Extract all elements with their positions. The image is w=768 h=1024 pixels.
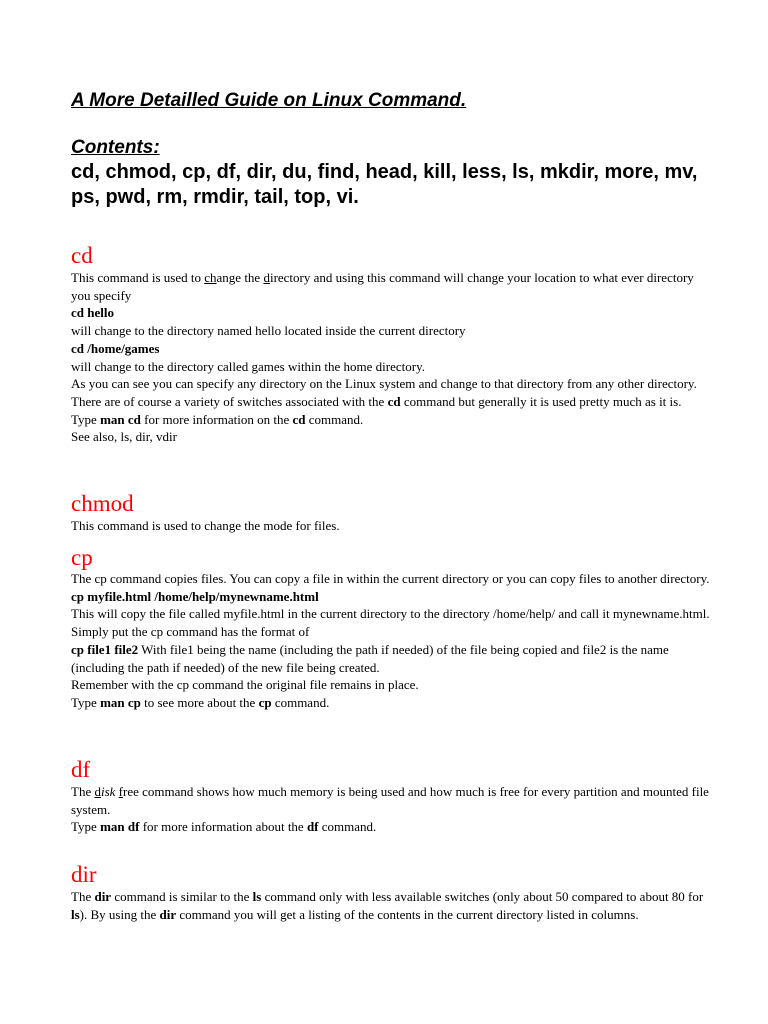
section-body-dir	[71, 888, 711, 923]
cp-intro: The cp command copies files. You can copy a file in within the current directory or you can copy files to another directory.	[71, 571, 710, 586]
chmod-text: This command is used to change the mode for files.	[71, 518, 340, 533]
cp-format: cp file1 file2 With file1 being the name (including the path if needed) of the file being copied and file2 is the name (including the path if needed) of the new file being created.	[71, 641, 669, 675]
cd-see-also: See also, ls, dir, vdir	[71, 429, 177, 445]
contents-heading: Contents:	[71, 137, 160, 158]
section-body-cp	[71, 570, 711, 712]
cp-type-line: Type man cp to see more about the cp command.	[71, 694, 330, 710]
cd-intro: This command is used to change the directory and using this command will change your location to what ever directory you specify	[71, 270, 694, 303]
cp-example-command: cp myfile.html /home/help/mynewname.html	[71, 588, 319, 604]
cd-example-command: cd /home/games	[71, 340, 160, 356]
section-heading-chmod: chmod	[71, 491, 134, 516]
contents-list: cd, chmod, cp, df, dir, du, find, head, kill, less, ls, mkdir, more, mv, ps, pwd, rm, rmdir, tail, top, vi.	[71, 161, 698, 208]
underlined-letter: d	[263, 270, 270, 285]
cp-remember: Remember with the cp command the original file remains in place.	[71, 677, 419, 693]
section-heading-cp: cp	[71, 545, 93, 570]
cd-example-description: will change to the directory called games within the home directory.	[71, 358, 426, 374]
section-body-chmod	[71, 517, 711, 535]
document-title: A More Detailled Guide on Linux Command.	[71, 90, 467, 111]
section-body-cd	[71, 269, 711, 446]
df-type-line: Type man df for more information about the df command.	[71, 819, 377, 835]
cd-type-line: Type man cd for more information on the cd command.	[71, 411, 364, 427]
underlined-letters: ch	[204, 270, 217, 285]
dir-text: The dir command is similar to the ls command only with less available switches (only about 50 compared to about 80 for ls). By using the dir command you will get a listing of the contents in the current directory listed in columns.	[71, 889, 704, 922]
cd-paragraph: As you can see you can specify any directory on the Linux system and change to that directory from any other directory. There are of course a variety of switches associated with the cd command but generally it is used pretty much as it is.	[71, 376, 697, 409]
section-heading-cd: cd	[71, 243, 93, 268]
cd-example-description: will change to the directory named hello located inside the current directory	[71, 323, 466, 339]
section-body-df	[71, 783, 711, 836]
section-heading-df: df	[71, 757, 91, 782]
section-heading-dir: dir	[71, 862, 97, 887]
df-intro: The disk free command shows how much memory is being used and how much is free for every partition and mounted file system.	[71, 784, 709, 817]
cp-example-description: This will copy the file called myfile.html in the current directory to the directory /home/help/ and call it mynewname.html.	[71, 606, 710, 622]
cp-format-line: Simply put the cp command has the format of	[71, 624, 310, 640]
cd-example-command: cd hello	[71, 305, 114, 321]
